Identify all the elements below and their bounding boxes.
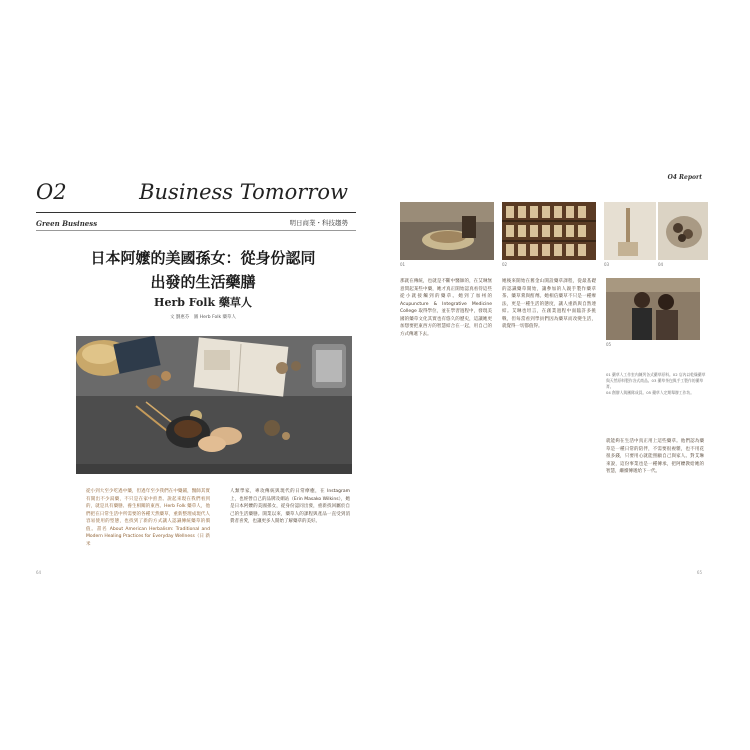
- photo-01: [400, 202, 494, 260]
- photo-05-illustration: [606, 278, 700, 340]
- photo-03-illustration: [604, 202, 656, 260]
- right-page: [396, 170, 716, 590]
- page-number-left: 64: [36, 570, 42, 575]
- hero-photo: [76, 336, 352, 474]
- byline: 文 劉惠芬 圖 Herb Folk 藥草人: [169, 315, 237, 320]
- photo-notes-2: 04 創辦人與團隊成員。05 藥草人定期舉辦工作坊。: [606, 390, 695, 395]
- photo-02-illustration: [502, 202, 596, 260]
- page-number-right: 65: [696, 570, 702, 575]
- headline: [58, 246, 348, 294]
- photo-05: [606, 278, 700, 340]
- caption-04: 04: [658, 262, 664, 267]
- right-body-column-3: 就能夠在生活中真正用上這些藥草。他們認為藥草是一種日常的陪伴，不需要很複雜，也不用花很多錢，只要用心就能照顧自己與家人。對艾琳來說，這份事業也是一種傳承，把阿嬤教給她的智慧，繼續傳遞給下一代。: [606, 439, 704, 474]
- section-title: Business Tomorrow: [139, 180, 348, 204]
- photo-04: [658, 202, 708, 260]
- right-body-column-1: 那就在傳統，也就是不斷中醫師的，在艾琳無意問起某些中藥，她才真正開始認真看待這些從小就接觸到的藥草。她到了加州的 Acupuncture & Integrative Medicine College 取得學位，並在學習過程中，發現美國的藥草文化其實也有悠久的歷史，這讓她更加想要把東西方的智慧結合在一起，用自己的方式傳遞下去。: [400, 279, 492, 337]
- category-label: Green Business: [36, 219, 98, 228]
- headline-english: Herb Folk 藥草人: [154, 296, 252, 309]
- photo-01-illustration: [400, 202, 494, 260]
- caption-03: 03: [604, 262, 610, 267]
- category-label-zh: 明日商業・科技趨勢: [289, 219, 348, 227]
- issue-number: O2: [36, 180, 67, 204]
- headline-line-1: 日本阿嬤的美國孫女：從身份認同: [90, 249, 316, 267]
- subheader-rule: [36, 230, 356, 231]
- photo-notes-1: 01 藥草人工作室內陳列各式藥草原料。02 店內以乾燥藥草與天然原料製作各式商品。03 藥草茶包與手工製作的藥草膏。: [606, 372, 706, 389]
- left-page: [28, 170, 360, 590]
- report-label: O4 Report: [667, 174, 702, 181]
- photo-04-illustration: [658, 202, 708, 260]
- hero-photo-illustration: [76, 336, 352, 474]
- body-column-2: 人類學家，專攻傳統與現代的日常療癒，在 Instagram 上，也經營自己的品牌及網站（Erin Masako Wilkins），她是日本阿嬤的美國孫女，從身份認同出發，重新找回屬於自己的生活藥膳。開業以來，藥草人的課程與產品一直受到消費者喜愛，也讓更多人開始了解藥草的美好。: [230, 489, 350, 524]
- photo-notes: [606, 372, 706, 396]
- header-rule: [36, 212, 356, 213]
- headline-line-2: 出發的生活藥膳: [150, 273, 256, 291]
- caption-05: 05: [606, 342, 612, 347]
- caption-02: 02: [502, 262, 508, 267]
- right-body-column-2: 她後來開始在舊金山開設藥草課程，從最基礎的認識藥草開始，讓參加的人親手製作藥草茶、藥草膏與酊劑。她相信藥草不只是一種療法，更是一種生活的態度，讓人重新與自然連結。艾琳也坦言，在創業過程中面臨許多挑戰，但每當看到學員們因為藥草而改變生活，就覺得一切都值得。: [502, 279, 596, 329]
- caption-01: 01: [400, 262, 406, 267]
- photo-02: [502, 202, 596, 260]
- photo-03: [604, 202, 656, 260]
- body-column-1: 從小到大至少吃過中藥，但過年至少我們在中藥鋪，醫師其實有開出不少湯藥，不只是在家中煎煮。說起來現在我們看到的，就是具有藥膳、養生相關的東西。Herb Folk 藥草人，他們把在日常生活中所需要的各種天然藥草，重新整理成現代人容易使用的型態，也找到了新的方式讓人認識傳統藥草的價值。書名 About American Herbalism: Traditional and Modern Healing Practices for Everyday Wellness（日 新 米: [86, 489, 210, 547]
